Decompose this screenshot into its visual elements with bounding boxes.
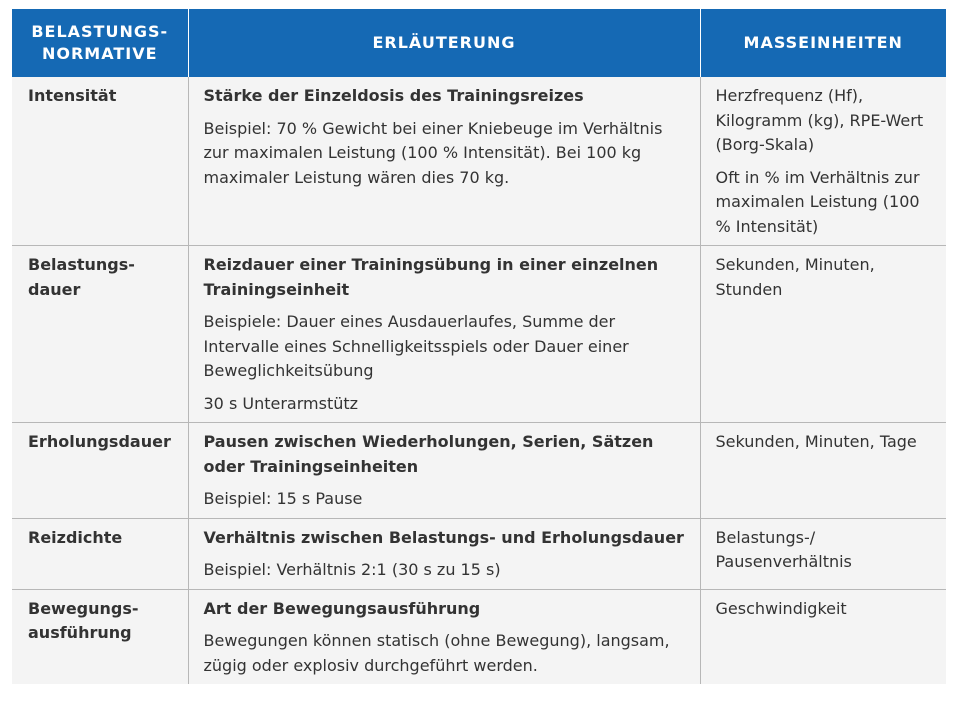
explanation-heading: Stärke der Einzeldosis des Trainingsreizes	[203, 86, 584, 105]
header-row	[12, 9, 946, 77]
units-text: Sekunden, Minuten, Stunden	[715, 255, 875, 299]
units-text: Sekunden, Minuten, Tage	[715, 432, 917, 451]
table-header	[12, 9, 946, 77]
training-load-table-container	[12, 9, 946, 684]
explanation-heading: Verhältnis zwischen Belastungs- und Erholungsdauer	[203, 527, 684, 547]
explanation-heading: Art der Bewegungsausführung	[203, 598, 481, 618]
explanation-paragraph: Bewegungen können statisch (ohne Bewegung), langsam, zügig oder explosiv durchgeführt werden.	[203, 631, 670, 675]
normative-label: Belastungs- dauer	[28, 255, 135, 299]
normative-label: Bewegungs- ausführung	[28, 598, 139, 642]
normative-cell	[12, 77, 188, 246]
units-cell	[700, 77, 946, 246]
header-explanation: ERLÄUTERUNG	[188, 9, 700, 77]
units-text: Geschwindigkeit	[715, 598, 847, 618]
table-body	[12, 77, 946, 684]
explanation-cell	[188, 77, 700, 246]
training-load-table	[12, 9, 946, 684]
units-cell	[700, 423, 946, 519]
header-units: MASSEINHEITEN	[700, 9, 946, 77]
units-cell	[700, 589, 946, 684]
units-cell	[700, 518, 946, 589]
normative-label: Erholungsdauer	[28, 432, 171, 451]
normative-label: Reizdichte	[28, 527, 123, 547]
explanation-heading: Pausen zwischen Wiederholungen, Serien, Sätzen oder Trainingseinheiten	[203, 432, 654, 476]
header-normative: BELASTUNGS- NORMATIVE	[12, 9, 188, 77]
explanation-paragraph: 30 s Unterarmstütz	[203, 393, 359, 413]
explanation-cell	[188, 423, 700, 519]
table-row-stimulus-density	[12, 518, 946, 589]
explanation-paragraph: Beispiel: Verhältnis 2:1 (30 s zu 15 s)	[203, 560, 501, 579]
units-text: Oft in % im Verhältnis zur maximalen Leistung (100 % Intensität)	[715, 167, 920, 236]
explanation-heading: Reizdauer einer Trainingsübung in einer einzelnen Trainingseinheit	[203, 255, 659, 299]
normative-label: Intensität	[28, 86, 117, 105]
table-row-intensity	[12, 77, 946, 246]
explanation-paragraph: Beispiele: Dauer eines Ausdauerlaufes, Summe der Intervalle eines Schnelligkeitsspiels oder Dauer einer Beweglichkeitsübung	[203, 312, 629, 380]
table-row-load-duration	[12, 246, 946, 423]
explanation-cell	[188, 518, 700, 589]
units-text: Herzfrequenz (Hf), Kilogramm (kg), RPE-Wert (Borg-Skala)	[715, 86, 924, 154]
normative-cell	[12, 423, 188, 519]
explanation-paragraph: Beispiel: 70 % Gewicht bei einer Kniebeuge im Verhältnis zur maximalen Leistung (100 % Intensität). Bei 100 kg maximaler Leistung wären dies 70 kg.	[203, 118, 663, 187]
explanation-cell	[188, 589, 700, 684]
units-text: Belastungs-/ Pausenverhältnis	[715, 527, 852, 571]
units-cell	[700, 246, 946, 423]
normative-cell	[12, 518, 188, 589]
table-row-movement-execution	[12, 589, 946, 684]
explanation-paragraph: Beispiel: 15 s Pause	[203, 489, 363, 508]
table-row-recovery-duration	[12, 423, 946, 519]
normative-cell	[12, 589, 188, 684]
normative-cell	[12, 246, 188, 423]
explanation-cell	[188, 246, 700, 423]
